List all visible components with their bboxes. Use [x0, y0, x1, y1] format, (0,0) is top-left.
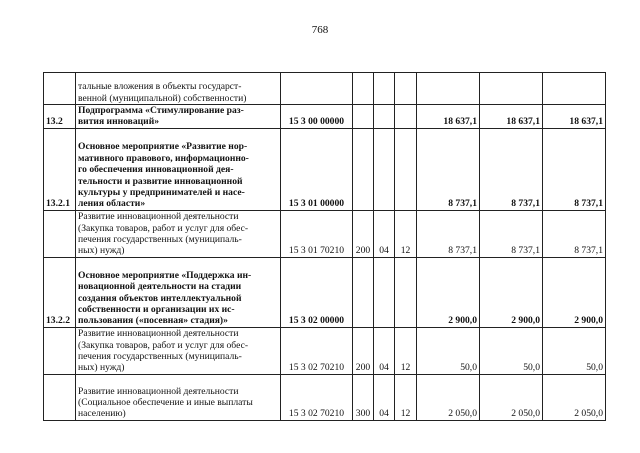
item-name-cell — [76, 105, 281, 129]
expense-type-cell — [353, 105, 374, 129]
expense-type-cell — [353, 73, 374, 105]
table-row — [44, 105, 606, 129]
table-row — [44, 374, 606, 420]
item-name-line: печения государственных (муниципаль- — [78, 351, 242, 362]
item-name-line: собственности и организации их ис- — [78, 304, 235, 315]
item-number-cell: 13.2 — [44, 105, 76, 129]
item-name-line: Развитие инновационной деятельности — [78, 211, 239, 223]
item-name-cell — [76, 73, 281, 105]
amount-year2-cell: 8 737,1 — [480, 128, 543, 210]
target-article-cell: 15 3 01 70210 — [281, 210, 353, 257]
amount-year2-cell — [480, 73, 543, 105]
table-body — [44, 73, 606, 421]
table-row — [44, 128, 606, 210]
item-name-line: ления области» — [78, 198, 146, 210]
item-name-line: го обеспечения инновационной дея- — [78, 164, 234, 176]
item-name-line: культуры у предпринимателей и насе- — [78, 187, 245, 198]
budget-table — [43, 72, 606, 421]
item-name-cell — [76, 257, 281, 327]
target-article-cell — [281, 73, 353, 105]
amount-year3-cell: 8 737,1 — [543, 210, 606, 257]
item-name-line: Основное мероприятие «Развитие нор- — [78, 141, 248, 153]
amount-year3-cell — [543, 73, 606, 105]
target-article-cell: 15 3 02 70210 — [281, 374, 353, 420]
subsection-cell — [395, 105, 417, 129]
amount-year1-cell: 8 737,1 — [417, 210, 480, 257]
item-name-line: (Социальное обеспечение и иные выплаты — [78, 397, 253, 408]
amount-year3-cell: 8 737,1 — [543, 128, 606, 210]
expense-type-cell: 300 — [353, 374, 374, 420]
item-name-line: венной (муниципальной) собственности) — [78, 92, 247, 104]
item-name-line: вития инноваций» — [78, 116, 160, 128]
item-number-cell: 13.2.2 — [44, 257, 76, 327]
item-name-line: тальные вложения в объекты государст- — [78, 81, 242, 93]
subsection-cell: 12 — [395, 374, 417, 420]
amount-year2-cell: 18 637,1 — [480, 105, 543, 129]
table-row — [44, 327, 606, 374]
section-cell: 04 — [374, 374, 395, 420]
target-article-cell: 15 3 02 00000 — [281, 257, 353, 327]
amount-year1-cell: 2 050,0 — [417, 374, 480, 420]
item-name-cell — [76, 327, 281, 374]
item-name-line: (Закупка товаров, работ и услуг для обес- — [78, 222, 249, 234]
item-name-line: ных) нужд) — [78, 245, 125, 257]
item-name-line: Основное мероприятие «Поддержка ин- — [78, 269, 252, 281]
amount-year1-cell — [417, 73, 480, 105]
amount-year3-cell: 2 050,0 — [543, 374, 606, 420]
item-number-cell — [44, 210, 76, 257]
amount-year3-cell: 2 900,0 — [543, 257, 606, 327]
page-number: 768 — [311, 24, 329, 36]
subsection-cell: 12 — [395, 327, 417, 374]
item-name-line: печения государственных (муниципаль- — [78, 234, 242, 245]
table-row — [44, 257, 606, 327]
subsection-cell — [395, 257, 417, 327]
table-row — [44, 73, 606, 105]
item-name-line: (Закупка товаров, работ и услуг для обес- — [78, 339, 249, 351]
amount-year2-cell: 50,0 — [480, 327, 543, 374]
amount-year3-cell: 18 637,1 — [543, 105, 606, 129]
item-name-line: тельности и развитие инновационной — [78, 175, 243, 187]
item-name-line: мативного правового, информационно- — [78, 152, 249, 164]
item-name-cell — [76, 210, 281, 257]
amount-year1-cell: 18 637,1 — [417, 105, 480, 129]
target-article-cell: 15 3 01 00000 — [281, 128, 353, 210]
section-cell: 04 — [374, 327, 395, 374]
item-number-cell — [44, 374, 76, 420]
amount-year1-cell: 2 900,0 — [417, 257, 480, 327]
item-name-line: Развитие инновационной деятельности — [78, 328, 239, 340]
section-cell — [374, 128, 395, 210]
item-name-line: новационной деятельности на стадии — [78, 281, 242, 293]
subsection-cell — [395, 73, 417, 105]
amount-year2-cell: 2 050,0 — [480, 374, 543, 420]
target-article-cell: 15 3 02 70210 — [281, 327, 353, 374]
item-name-line: ных) нужд) — [78, 362, 125, 374]
section-cell — [374, 257, 395, 327]
target-article-cell: 15 3 00 00000 — [281, 105, 353, 129]
subsection-cell — [395, 128, 417, 210]
subsection-cell: 12 — [395, 210, 417, 257]
item-name-line: населению) — [78, 408, 126, 420]
section-cell: 04 — [374, 210, 395, 257]
section-cell — [374, 73, 395, 105]
item-name-line: Развитие инновационной деятельности — [78, 385, 239, 397]
expense-type-cell: 200 — [353, 327, 374, 374]
amount-year2-cell: 2 900,0 — [480, 257, 543, 327]
amount-year1-cell: 8 737,1 — [417, 128, 480, 210]
item-number-cell — [44, 73, 76, 105]
amount-year3-cell: 50,0 — [543, 327, 606, 374]
amount-year2-cell: 8 737,1 — [480, 210, 543, 257]
item-name-cell — [76, 374, 281, 420]
item-number-cell: 13.2.1 — [44, 128, 76, 210]
item-name-cell — [76, 128, 281, 210]
expense-type-cell — [353, 257, 374, 327]
expense-type-cell — [353, 128, 374, 210]
section-cell — [374, 105, 395, 129]
amount-year1-cell: 50,0 — [417, 327, 480, 374]
expense-type-cell: 200 — [353, 210, 374, 257]
item-name-line: пользования («посевная» стадия)» — [78, 315, 228, 327]
item-name-line: создания объектов интеллектуальной — [78, 292, 242, 304]
item-name-line: Подпрограмма «Стимулирование раз- — [78, 105, 244, 116]
item-number-cell — [44, 327, 76, 374]
table-row — [44, 210, 606, 257]
